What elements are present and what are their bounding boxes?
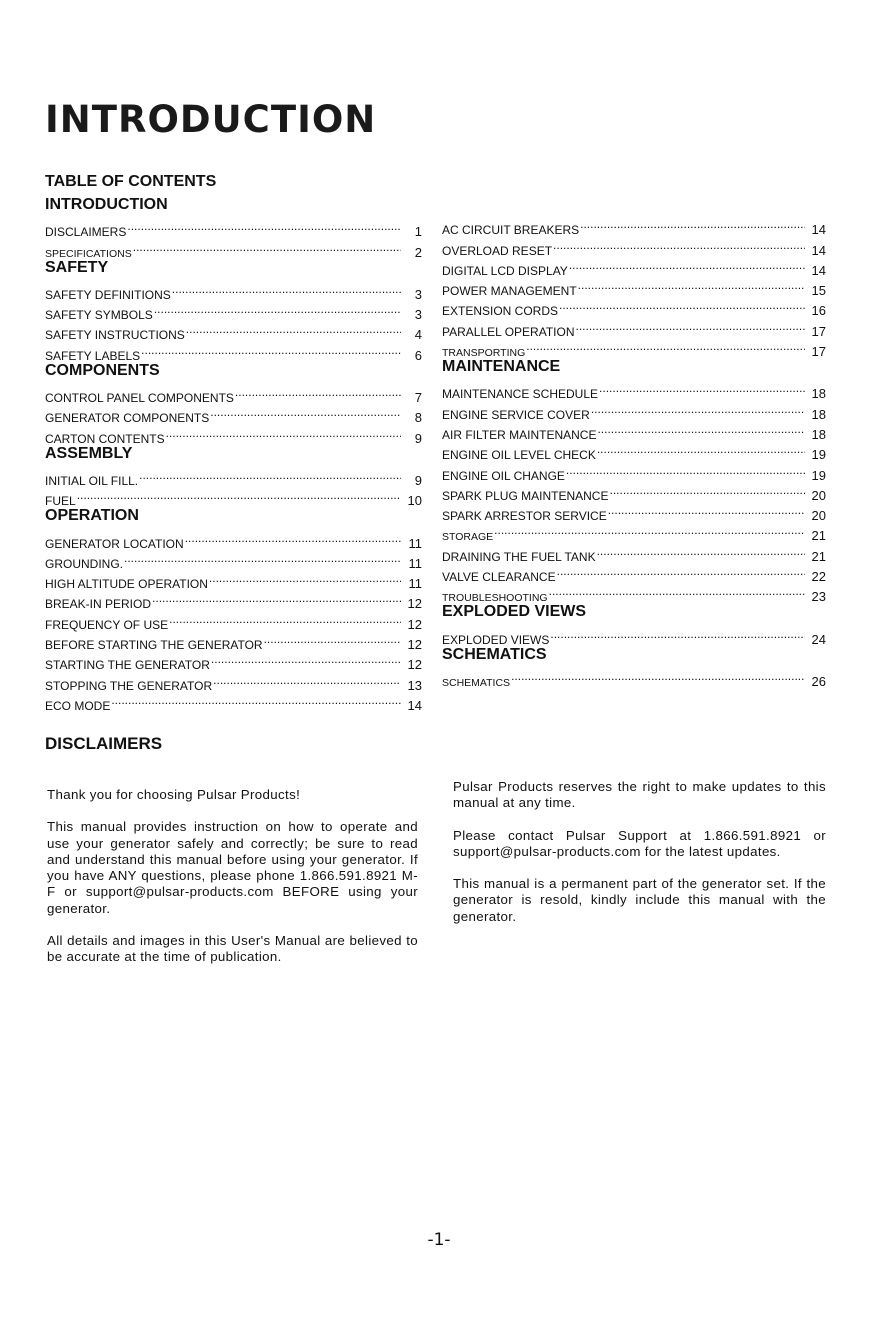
toc-leader-dots (608, 500, 805, 520)
toc-entry-page: 12 (407, 637, 422, 653)
toc-right-column (442, 214, 826, 689)
toc-leader-dots (133, 236, 401, 256)
toc-section-heading: INTRODUCTION (45, 196, 168, 213)
toc-entry-page: 12 (407, 596, 422, 612)
toc-leader-dots (559, 295, 805, 315)
toc-leader-dots (209, 568, 401, 588)
toc-entry-page: 17 (811, 344, 826, 360)
toc-entry[interactable] (442, 540, 826, 564)
toc-leader-dots (580, 214, 805, 234)
toc-leader-dots (152, 588, 401, 608)
toc-leader-dots (576, 315, 806, 335)
toc-entry-label: VALVE CLEARANCE (442, 570, 556, 585)
toc-leader-dots (591, 398, 805, 418)
disclaimer-paragraph: Thank you for choosing Pulsar Products! (47, 787, 301, 802)
toc-entry[interactable] (45, 527, 422, 551)
toc-section-heading: OPERATION (45, 507, 139, 525)
toc-entry-label: PARALLEL OPERATION (442, 324, 575, 339)
toc-leader-dots (111, 690, 401, 710)
toc-entry-page: 3 (414, 286, 422, 302)
toc-entry-label: SPARK PLUG MAINTENANCE (442, 488, 609, 503)
disclaimers-heading: DISCLAIMERS (45, 734, 163, 753)
toc-leader-dots (185, 527, 401, 547)
toc-leader-dots (553, 234, 805, 254)
toc-leader-dots (566, 459, 805, 479)
toc-entry-page: 26 (811, 673, 826, 689)
toc-entry-label: CONTROL PANEL COMPONENTS (45, 391, 234, 406)
toc-heading: TABLE OF CONTENTS (45, 173, 217, 190)
toc-leader-dots (210, 402, 401, 422)
toc-entry-label: GENERATOR LOCATION (45, 536, 184, 551)
toc-entry-page: 10 (407, 493, 422, 509)
toc-leader-dots (141, 339, 401, 359)
toc-entry-page: 19 (811, 447, 826, 463)
toc-entry-page: 18 (811, 386, 826, 402)
toc-entry-label: EXTENSION CORDS (442, 304, 559, 319)
toc-entry[interactable] (45, 465, 422, 488)
disclaimer-paragraph: This manual is a permanent part of the generator set. If the generator is resold, kindly include this manual with the generator. (453, 876, 826, 924)
toc-entry-label: AC CIRCUIT BREAKERS (442, 223, 580, 238)
toc-entry-page: 18 (811, 426, 826, 442)
toc-section-heading: ASSEMBLY (45, 444, 133, 462)
toc-entry-page: 2 (414, 244, 422, 260)
toc-entry-page: 20 (811, 487, 826, 503)
disclaimer-paragraph: This manual provides instruction on how to operate and use your generator safely and correctly; be sure to read and understand this manual before using your generator. If you have ANY questions, please phone 1.866.591.8921 M-F or support@pulsar-products.com BEFORE using your generator. (47, 819, 418, 916)
toc-entry-page: 18 (811, 406, 826, 422)
toc-entry-label: SAFETY SYMBOLS (45, 308, 153, 323)
toc-entry[interactable] (442, 666, 826, 689)
toc-entry-label: DRAINING THE FUEL TANK (442, 549, 596, 564)
toc-entry[interactable] (442, 378, 826, 402)
toc-entry-label: ENGINE OIL LEVEL CHECK (442, 448, 596, 463)
toc-entry-page: 8 (414, 410, 422, 426)
toc-entry[interactable] (442, 214, 826, 238)
toc-leader-dots (213, 669, 401, 689)
toc-entry-label: BREAK-IN PERIOD (45, 597, 152, 612)
toc-entry-page: 20 (811, 508, 826, 524)
toc-leader-dots (186, 319, 401, 339)
toc-leader-dots (494, 520, 805, 540)
toc-entry-page: 16 (811, 303, 826, 319)
toc-leader-dots (569, 255, 805, 275)
toc-entry-label: BEFORE STARTING THE GENERATOR (45, 638, 263, 653)
disclaimer-paragraph: Pulsar Products reserves the right to make updates to this manual at any time. (453, 779, 826, 811)
toc-entry-label: STOPPING THE GENERATOR (45, 678, 213, 693)
toc-entry-label: STORAGE (442, 531, 494, 544)
toc-entry-page: 15 (811, 283, 826, 299)
toc-leader-dots (127, 216, 401, 236)
toc-entry-label: SCHEMATICS (442, 676, 511, 689)
toc-entry-page: 14 (811, 242, 826, 258)
toc-leader-dots (597, 439, 805, 459)
toc-leader-dots (597, 419, 805, 439)
toc-entry-label: SPECIFICATIONS (45, 247, 132, 260)
toc-entry[interactable] (442, 623, 826, 647)
toc-entry-page: 11 (408, 555, 422, 571)
toc-entry-label: SPARK ARRESTOR SERVICE (442, 509, 607, 524)
toc-leader-dots (235, 382, 401, 402)
toc-entry-label: FREQUENCY OF USE (45, 617, 169, 632)
toc-entry-page: 17 (811, 323, 826, 339)
toc-entry[interactable] (442, 520, 826, 544)
toc-leader-dots (549, 581, 805, 601)
toc-entry[interactable] (45, 279, 422, 302)
disclaimers-left-column (47, 787, 418, 982)
toc-section-heading: MAINTENANCE (442, 358, 561, 376)
toc-leader-dots (211, 649, 401, 669)
toc-entry-page: 24 (811, 631, 826, 647)
toc-leader-dots (139, 465, 401, 485)
toc-entry-page: 3 (414, 307, 422, 323)
toc-leader-dots (77, 485, 401, 505)
toc-entry-label: SAFETY DEFINITIONS (45, 287, 171, 302)
toc-leader-dots (578, 275, 805, 295)
toc-leader-dots (599, 378, 805, 398)
toc-entry-page: 9 (414, 472, 422, 488)
toc-entry-label: ECO MODE (45, 698, 111, 713)
toc-entry-label: STARTING THE GENERATOR (45, 658, 210, 673)
toc-leader-dots (526, 336, 805, 356)
toc-entry-label: TROUBLESHOOTING (442, 592, 548, 605)
toc-entry-label: OVERLOAD RESET (442, 243, 553, 258)
toc-leader-dots (154, 299, 401, 319)
toc-entry-label: POWER MANAGEMENT (442, 284, 577, 299)
toc-entry[interactable] (45, 382, 422, 406)
toc-entry-page: 14 (407, 697, 422, 713)
toc-entry-page: 11 (408, 576, 422, 592)
toc-entry-page: 4 (414, 327, 422, 343)
toc-leader-dots (169, 608, 401, 628)
toc-entry-label: FUEL (45, 494, 76, 509)
toc-entry-page: 21 (811, 548, 826, 564)
toc-entry-page: 23 (811, 589, 826, 605)
page-number: -1- (427, 1230, 451, 1250)
toc-entry-page: 12 (407, 616, 422, 632)
disclaimer-paragraph: Please contact Pulsar Support at 1.866.591.8921 or support@pulsar-products.com for the latest updates. (453, 827, 826, 859)
toc-entry-label: INITIAL OIL FILL. (45, 473, 139, 488)
toc-entry-label: EXPLODED VIEWS (442, 632, 550, 647)
toc-leader-dots (550, 623, 805, 643)
toc-entry-page: 11 (408, 535, 422, 551)
disclaimer-paragraph: All details and images in this User's Manual are believed to be accurate at the time of publication. (47, 933, 418, 965)
toc-entry-page: 6 (414, 347, 422, 363)
toc-entry-label: ENGINE OIL CHANGE (442, 468, 565, 483)
toc-entry-label: HIGH ALTITUDE OPERATION (45, 577, 208, 592)
toc-entry-label: TRANSPORTING (442, 347, 526, 360)
toc-entry-page: 9 (414, 430, 422, 446)
toc-entry-page: 14 (811, 262, 826, 278)
toc-section-heading: SCHEMATICS (442, 645, 547, 663)
toc-entry-page: 13 (407, 677, 422, 693)
page-title: INTRODUCTION (45, 98, 377, 141)
toc-leader-dots (264, 629, 401, 649)
toc-entry-page: 14 (811, 222, 826, 238)
toc-leader-dots (557, 561, 805, 581)
toc-section-heading: SAFETY (45, 258, 109, 276)
toc-entry-page: 12 (407, 657, 422, 673)
toc-entry-page: 21 (811, 528, 826, 544)
toc-entry-label: AIR FILTER MAINTENANCE (442, 427, 597, 442)
toc-entry-label: ENGINE SERVICE COVER (442, 407, 590, 422)
toc-entry-label: DIGITAL LCD DISPLAY (442, 263, 568, 278)
toc-entry-label: MAINTENANCE SCHEDULE (442, 387, 599, 402)
toc-entry-label: GROUNDING. (45, 556, 123, 571)
toc-leader-dots (511, 666, 805, 686)
toc-entry-page: 1 (414, 224, 422, 240)
toc-entry-label: SAFETY LABELS (45, 348, 141, 363)
toc-entry-page: 7 (414, 390, 422, 406)
disclaimers-right-column (453, 779, 826, 941)
toc-entry[interactable] (45, 216, 422, 240)
toc-left-column (45, 194, 422, 713)
toc-entry-label: GENERATOR COMPONENTS (45, 411, 210, 426)
toc-entry-page: 22 (811, 569, 826, 585)
toc-entry-label: DISCLAIMERS (45, 225, 127, 240)
toc-leader-dots (609, 480, 805, 500)
toc-leader-dots (597, 540, 805, 560)
toc-section-heading: COMPONENTS (45, 361, 160, 379)
toc-leader-dots (124, 548, 401, 568)
toc-entry-label: SAFETY INSTRUCTIONS (45, 328, 185, 343)
toc-leader-dots (166, 422, 401, 442)
toc-entry-label: CARTON CONTENTS (45, 431, 165, 446)
toc-entry-page: 19 (811, 467, 826, 483)
toc-section-heading: EXPLODED VIEWS (442, 603, 587, 621)
toc-leader-dots (172, 279, 401, 299)
toc-entry[interactable] (45, 485, 422, 509)
